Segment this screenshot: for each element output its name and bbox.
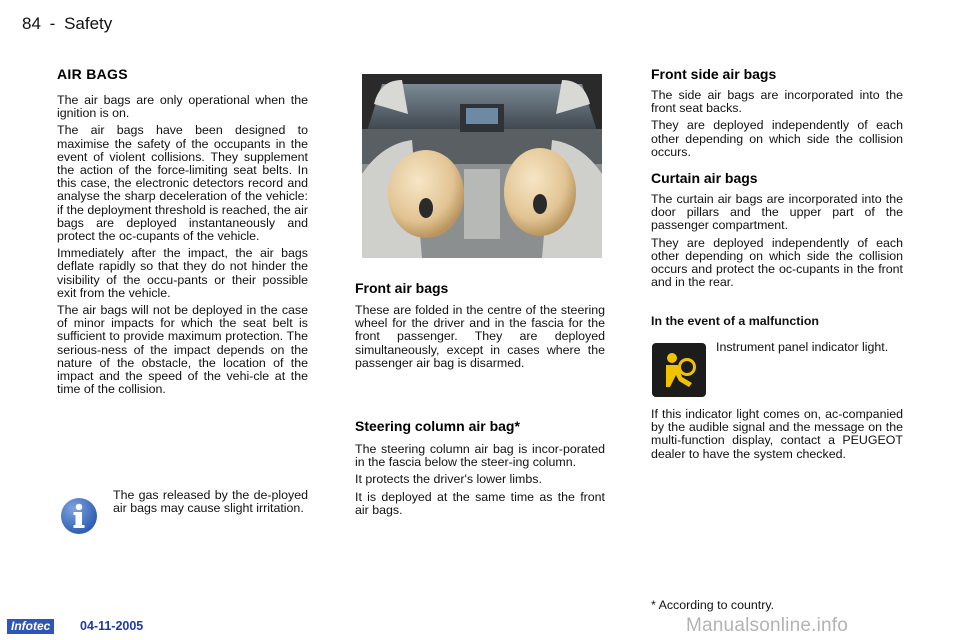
malfunction-text-wrap	[651, 408, 903, 465]
info-note-text: The gas released by the de-ployed air bags may cause slight irritation.	[113, 488, 308, 516]
footnote: * According to country.	[651, 598, 775, 612]
left-paragraph: The air bags are only operational when the ignition is on.	[57, 93, 308, 121]
footnote-wrap	[651, 599, 903, 616]
watermark: Manualsonline.info	[686, 615, 849, 636]
malfunction-heading: In the event of a malfunction	[651, 314, 819, 328]
left-column	[57, 66, 308, 400]
header-separator: -	[49, 14, 56, 33]
right-column	[651, 66, 903, 293]
middle-column	[355, 280, 605, 374]
front-side-air-bags-heading: Front side air bags	[651, 66, 777, 82]
front-air-bags-text: These are folded in the centre of the steering wheel for the driver and in the fascia for the front passenger. They are deployed simultaneously, except in cases where the passenger air bag is disarmed.	[355, 303, 605, 370]
curtain-paragraph: The curtain air bags are incorporated into the door pillars and the upper part of the passenger compartment.	[651, 192, 903, 233]
infotec-logo: Infotec	[7, 619, 54, 634]
airbag-deployment-photo	[362, 74, 602, 258]
footer-date: 04-11-2005	[80, 619, 144, 633]
steering-column-heading: Steering column air bag*	[355, 418, 520, 434]
indicator-text: Instrument panel indicator light.	[716, 340, 889, 354]
section-title: Safety	[64, 14, 113, 33]
air-bags-heading: AIR BAGS	[57, 66, 128, 82]
curtain-air-bags-heading: Curtain air bags	[651, 170, 758, 187]
airbag-warning-icon	[652, 343, 706, 397]
steering-paragraph: It protects the driver's lower limbs.	[355, 472, 542, 487]
indicator-text-wrap	[716, 341, 903, 358]
left-paragraph: The air bags will not be deployed in the case of minor impacts for which the seat belt is sufficient to provide maximum protection. The serious-ness of the impact depends on the nature of the obstacle, the location of the impact and the speed of the vehi-cle at the time of the collision.	[57, 303, 308, 397]
info-circle-icon	[60, 497, 98, 535]
side-paragraph: The side air bags are incorporated into the front seat backs.	[651, 88, 903, 116]
page-header	[22, 14, 112, 34]
front-air-bags-heading: Front air bags	[355, 280, 449, 296]
left-paragraph: The air bags have been designed to maximise the safety of the occupants in the event of violent collisions. They supplement the action of the force-limiting seat belts. In this case, the electronic detectors record and analyse the sharp deceleration of the vehicle: if the deployment threshold is reached, the air bags are deployed instantaneously and protect the oc-cupants of the vehicle.	[57, 123, 308, 244]
left-paragraph: Immediately after the impact, the air bags deflate rapidly so that they do not hinder the visibility of the occu-pants or their possible exit from the vehicle.	[57, 246, 308, 300]
steering-section	[355, 418, 605, 521]
steering-paragraph: The steering column air bag is incor-porated in the fascia below the steer-ing column.	[355, 442, 605, 470]
malfunction-heading-wrap	[651, 314, 903, 328]
page-number: 84	[22, 14, 41, 33]
info-note	[113, 489, 308, 519]
steering-paragraph: It is deployed at the same time as the front air bags.	[355, 489, 605, 517]
curtain-paragraph: They are deployed independently of each other depending on which side the collision occurs and protect the oc-cupants in the front and in the rear.	[651, 235, 903, 290]
malfunction-text: If this indicator light comes on, ac-companied by the audible signal and the message on the multi-function display, contact a PEUGEOT dealer to have the system checked.	[651, 407, 903, 461]
side-paragraph: They are deployed independently of each other depending on which side the collision occurs.	[651, 118, 903, 159]
